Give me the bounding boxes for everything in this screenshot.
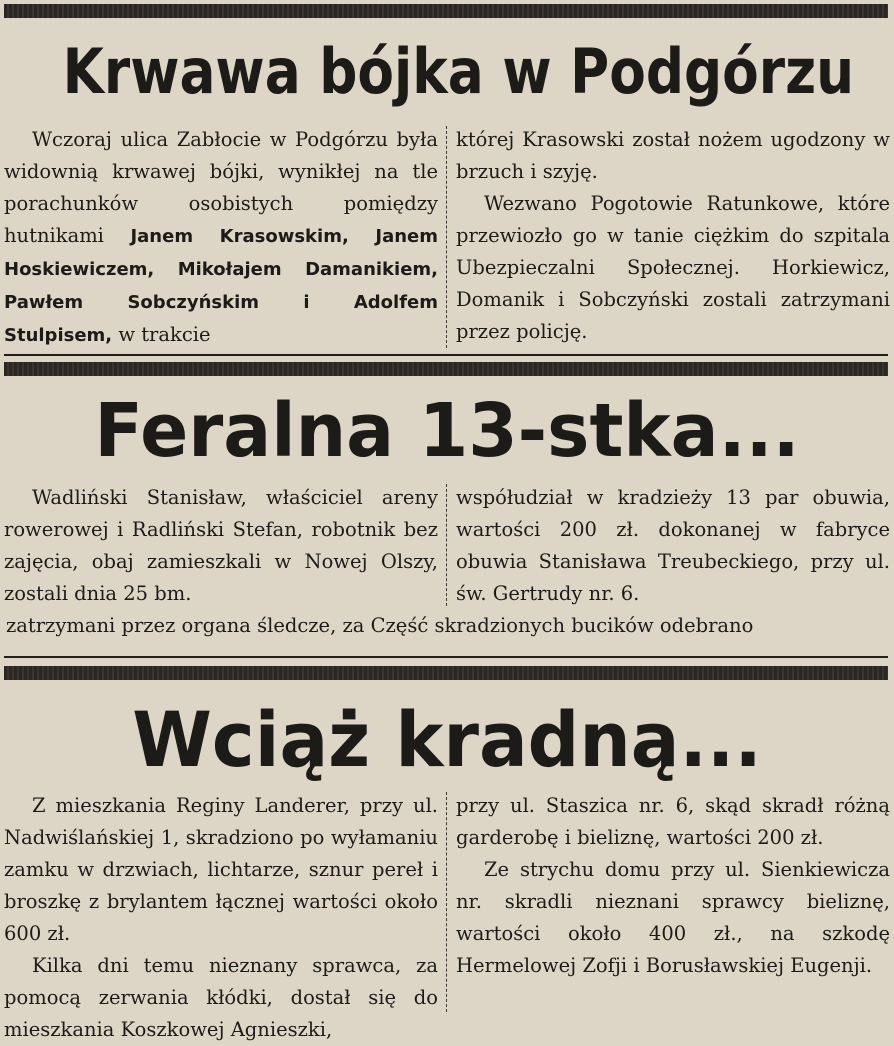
article2-left-column (4, 482, 438, 610)
column-divider (446, 126, 447, 348)
article3-left-paragraph-1: Z mieszkania Reginy Landerer, przy ul. Nadwiślańskiej 1, skradziono po wyłamaniu zamku w drzwiach, lichtarze, sznur pereł i broszkę z brylantem łącznej wartości około 600 zł. (4, 794, 438, 945)
headline-wciaz-kradna: Wciąż kradną... (132, 695, 762, 784)
article1-left-paragraph (4, 124, 438, 352)
article1-left-text-end: w trakcie (112, 323, 211, 346)
article1-left-column (4, 124, 438, 350)
article1-right-paragraph-1: której Krasowski został nożem ugodzony w brzuch i szyję. (456, 128, 890, 183)
article3-right-column (456, 790, 890, 1014)
article2-right-column (456, 482, 890, 610)
article2-left-paragraph: Wadliński Stanisław, właściciel areny rowerowej i Radliński Stefan, robotnik bez zajęcia, obaj zamieszkali w Nowej Olszy, zostali dnia 25 bm. (4, 486, 438, 605)
article1-left-text: Wczoraj ulica Zabłocie w Podgórzu była widownią krwawej bójki, wynikłej na tle porachunków osobistych pomiędzy hutnikami (4, 128, 438, 247)
headline-krwawa-bojka: Krwawa bójka w Podgórzu (62, 35, 855, 108)
article3-left-column (4, 790, 438, 1041)
column-divider (446, 484, 447, 606)
separator-rule (4, 656, 888, 658)
article1-right-column (456, 124, 890, 350)
article1-right-paragraph-2: Wezwano Pogotowie Ratunkowe, które przewiozło go w tanie ciężkim do szpitala Ubezpieczalni Społecznej. Horkiewicz, Domanik i Sobczyński zostali zatrzymani przez policję. (456, 192, 890, 343)
section-rule (4, 362, 888, 376)
headline-feralna: Feralna 13-stka... (94, 388, 800, 474)
article3-left-paragraph-2: Kilka dni temu nieznany sprawca, za pomocą zerwania kłódki, dostał się do mieszkania Koszkowej Agnieszki, (4, 954, 438, 1041)
top-rule (4, 4, 888, 18)
article2-full-width-line: zatrzymani przez organa śledcze, za Część skradzionych bucików odebrano (6, 614, 754, 637)
article3-right-paragraph-2: Ze strychu domu przy ul. Sienkiewicza nr. skradli nieznani sprawcy bieliznę, wartości około 400 zł., na szkodę Hermelowej Zofji i Borusławskiej Eugenji. (456, 858, 890, 977)
separator-rule (4, 354, 888, 356)
article2-right-paragraph: współudział w kradzieży 13 par obuwia, wartości 200 zł. dokonanej w fabryce obuwia Stanisława Treubeckiego, przy ul. św. Gertrudy nr. 6. (456, 486, 890, 605)
section-rule (4, 666, 888, 680)
column-divider (446, 792, 447, 1012)
article1-names: Janem Krasowskim, Janem Hoskiewiczem, Mikołajem Damanikiem, Pawłem Sobczyńskim i Adolfem Stulpisem, (4, 226, 439, 346)
article3-right-paragraph-1: przy ul. Staszica nr. 6, skąd skradł różną garderobę i bieliznę, wartości 200 zł. (456, 794, 890, 849)
